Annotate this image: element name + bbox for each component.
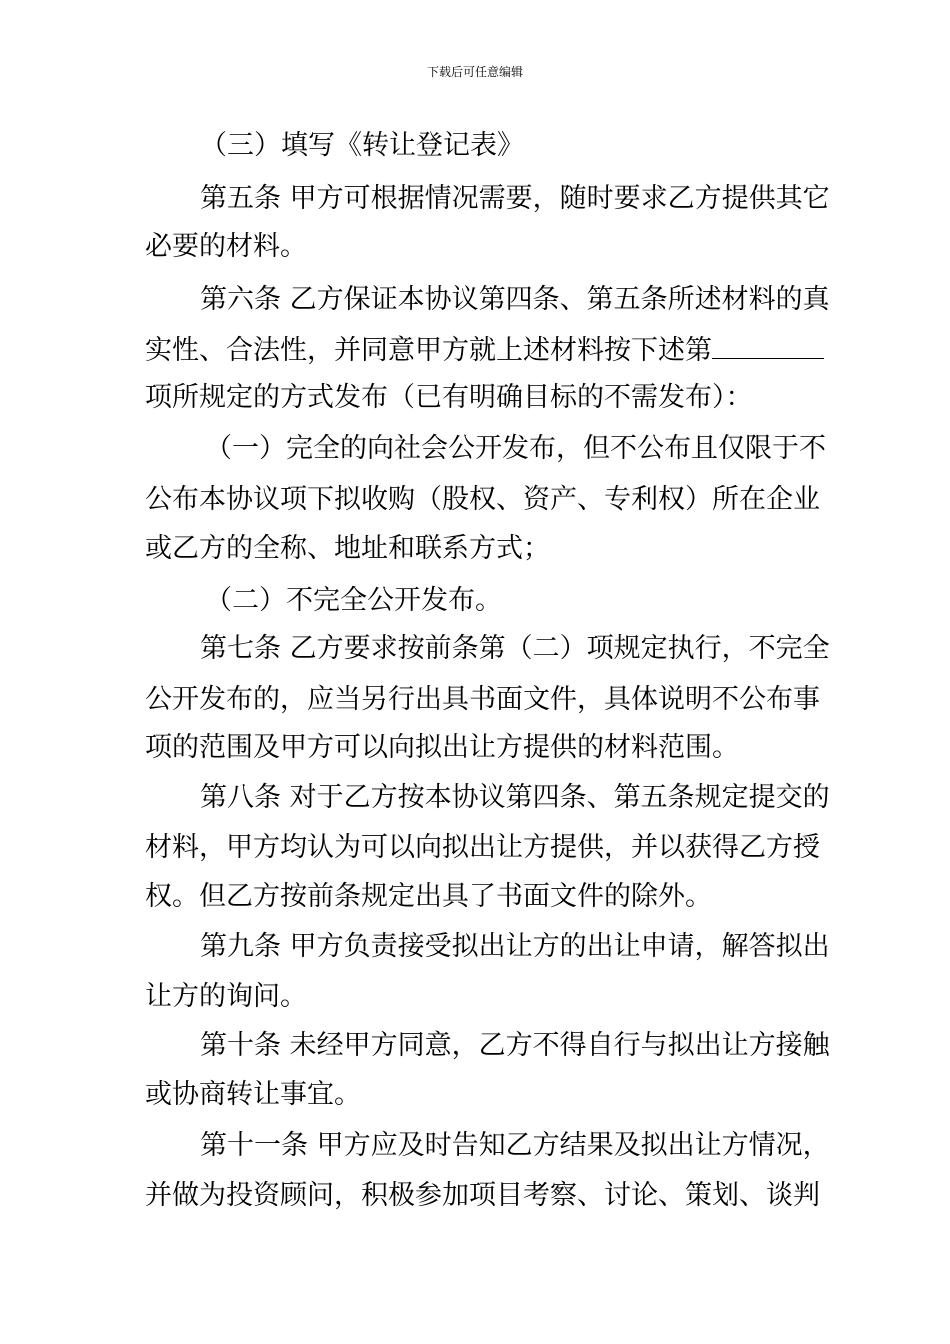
- clause-text: 实性、合法性，并同意甲方就上述材料按下述第: [145, 335, 712, 366]
- clause-line: 或乙方的全称、地址和联系方式；: [145, 533, 550, 564]
- clause-line: 第八条 对于乙方按本协议第四条、第五条规定提交的: [200, 782, 830, 813]
- clause-line: 项的范围及甲方可以向拟出让方提供的材料范围。: [145, 732, 739, 763]
- clause-line: 第十条 未经甲方同意，乙方不得自行与拟出让方接触: [200, 1030, 830, 1061]
- clause-line: 第六条 乙方保证本协议第四条、第五条所述材料的真: [200, 284, 830, 315]
- clause-line: （一）完全的向社会公开发布，但不公布且仅限于不: [205, 433, 826, 464]
- fill-in-blank: [712, 332, 824, 359]
- clause-line: 项所规定的方式发布（已有明确目标的不需发布）：: [145, 382, 753, 413]
- clause-line: 并做为投资顾问，积极参加项目考察、讨论、策划、谈判: [145, 1180, 820, 1211]
- clause-line: 或协商转让事宜。: [145, 1079, 361, 1110]
- page-header-note: 下载后可任意编辑: [426, 65, 523, 79]
- clause-line-with-blank: [145, 332, 824, 368]
- clause-line: 第五条 甲方可根据情况需要，随时要求乙方提供其它: [200, 183, 830, 214]
- clause-line: 材料，甲方均认为可以向拟出让方提供，并以获得乙方授: [145, 832, 820, 863]
- clause-line: 必要的材料。: [145, 231, 307, 262]
- clause-line: 权。但乙方按前条规定出具了书面文件的除外。: [145, 881, 712, 912]
- clause-line: 公布本协议项下拟收购（股权、资产、专利权）所在企业: [145, 484, 820, 515]
- clause-line: 公开发布的，应当另行出具书面文件，具体说明不公布事: [145, 684, 820, 715]
- clause-line: （三）填写《转让登记表》: [200, 130, 524, 161]
- clause-line: 让方的询问。: [145, 981, 307, 1012]
- clause-line: 第十一条 甲方应及时告知乙方结果及拟出让方情况，: [200, 1130, 830, 1161]
- clause-line: 第九条 甲方负责接受拟出让方的出让申请，解答拟出: [200, 931, 830, 962]
- clause-line: （二）不完全公开发布。: [205, 585, 502, 616]
- clause-line: 第七条 乙方要求按前条第（二）项规定执行，不完全: [200, 633, 830, 664]
